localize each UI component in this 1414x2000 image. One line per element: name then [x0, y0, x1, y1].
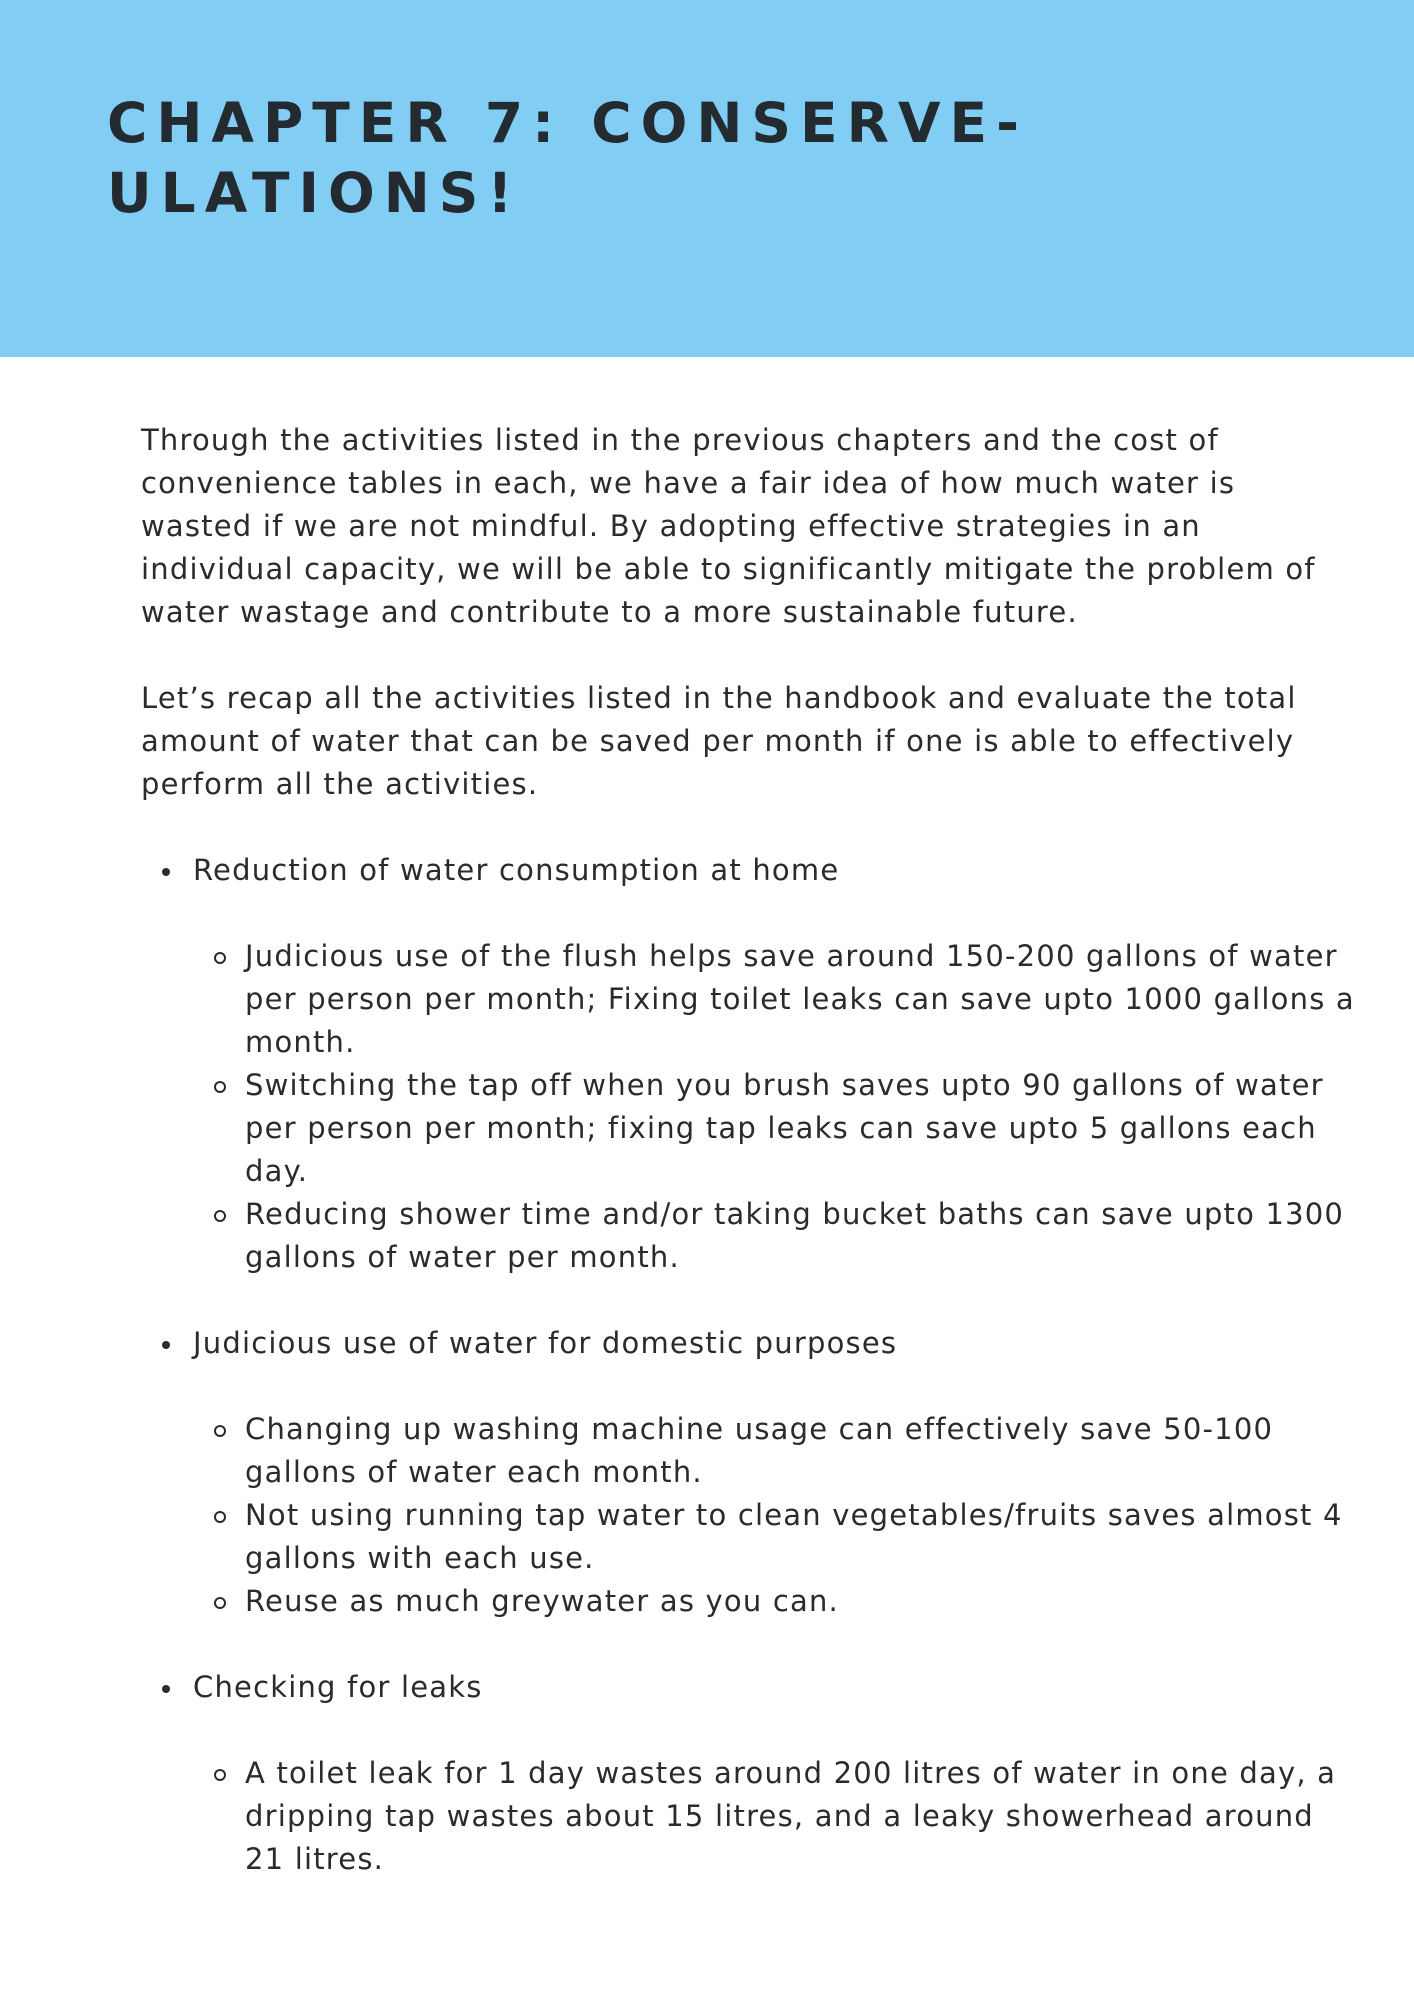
list-item: Changing up washing machine usage can effectively save 50-100 gallons of water each month.: [193, 1408, 1355, 1494]
sub-list: [193, 1408, 1341, 1623]
section-label: Checking for leaks: [193, 1670, 483, 1704]
list-item: Not using running tap water to clean vegetables/fruits saves almost 4 gallons with each use.: [193, 1494, 1355, 1580]
section-domestic-use: [141, 1322, 1341, 1623]
list-item: A toilet leak for 1 day wastes around 200 litres of water in one day, a dripping tap wastes about 15 litres, and a leaky showerhead around 21 litres.: [193, 1752, 1355, 1881]
sub-list: [193, 935, 1355, 1279]
section-label: Reduction of water consumption at home: [193, 853, 840, 887]
list-item: Reuse as much greywater as you can.: [193, 1580, 1355, 1623]
chapter-title-line-2: ULATIONS!: [107, 161, 522, 225]
content-body: [141, 419, 1355, 1924]
chapter-title: [107, 88, 1107, 228]
section-home-consumption: [141, 849, 1355, 1279]
section-label: Judicious use of water for domestic purposes: [193, 1326, 898, 1360]
chapter-title-line-1: CHAPTER 7: CONSERVE-: [107, 91, 1028, 155]
list-item: Switching the tap off when you brush saves upto 90 gallons of water per person per month; fixing tap leaks can save upto 5 gallons each day.: [193, 1064, 1355, 1193]
section-checking-leaks: [141, 1666, 1341, 1881]
sub-list: [193, 1752, 1341, 1881]
activity-list: [141, 849, 1355, 1881]
list-item: Judicious use of the flush helps save around 150-200 gallons of water per person per month; Fixing toilet leaks can save upto 1000 gallons a month.: [193, 935, 1355, 1064]
list-item: Reducing shower time and/or taking bucket baths can save upto 1300 gallons of water per month.: [193, 1193, 1355, 1279]
intro-paragraph: Through the activities listed in the previous chapters and the cost of convenience tables in each, we have a fair idea of how much water is wasted if we are not mindful. By adopting effective strategies in an individual capacity, we will be able to significantly mitigate the problem of water wastage and contribute to a more sustainable future.: [141, 423, 1316, 629]
recap-paragraph: Let’s recap all the activities listed in the handbook and evaluate the total amount of water that can be saved per month if one is able to effectively perform all the activities.: [141, 681, 1297, 801]
